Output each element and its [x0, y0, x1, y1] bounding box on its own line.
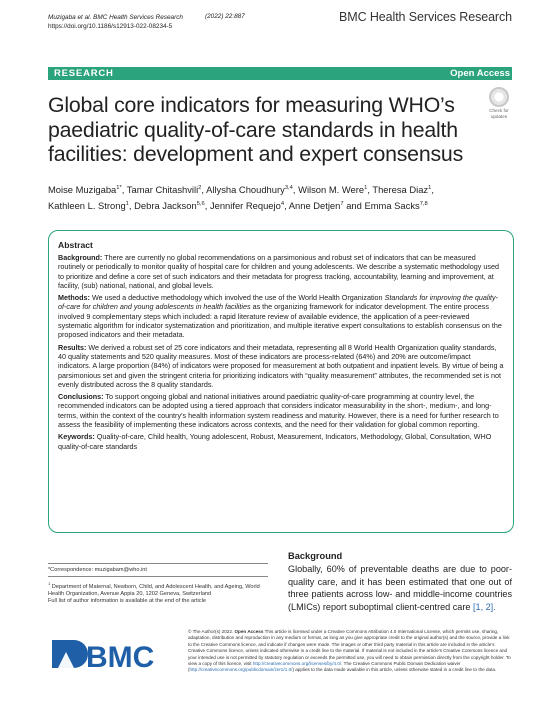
bmc-logo-text: BMC	[86, 641, 155, 674]
check-updates-icon	[489, 87, 509, 107]
author-affiliation[interactable]: 1	[125, 201, 129, 208]
journal-brand[interactable]: BMC Health Services Research	[339, 10, 512, 24]
public-domain-link[interactable]: http://creativecommons.org/publicdomain/zero/1.0/	[189, 667, 293, 673]
author-affiliation[interactable]: 3,4	[284, 185, 293, 191]
author-name: Allysha Choudhury	[206, 184, 285, 196]
abstract-box	[48, 230, 514, 533]
author-affiliation[interactable]: 7	[340, 201, 344, 208]
abstract-keywords: Keywords: Quality-of-care, Child health, Young adolescent, Robust, Measurement, Indicators, Methodology, Global, Consultation, WHO quality-of-care standards	[58, 432, 492, 451]
author-affiliation[interactable]: 1*	[116, 185, 122, 191]
author-name: Kathleen L. Strong	[48, 200, 126, 212]
correspondence-note[interactable]: *Correspondence: muzigabam@who.int	[48, 563, 268, 574]
author-name: Debra Jackson	[134, 200, 197, 212]
author-affiliation[interactable]: 4	[280, 201, 285, 208]
abstract-methods: Methods: We used a deductive methodology which involved the use of the World Health Organization Standards for improving the quality-of-care for children and young adolescents in health facilities as the organizing framework for indicator development. The entire process involved 9 complementary steps which included: a rapid literature review of available evidence, the application of a peer-reviewed systematic algorithm for indicator systematization and prioritization, and multiple iterative expert consultations to establish consensus on the proposed indicators and their metadata.	[58, 293, 502, 340]
section-heading-background: Background	[288, 551, 343, 561]
open-access-label: Open Access	[450, 68, 510, 79]
author-affiliation[interactable]: 1	[428, 185, 432, 191]
author-affiliation[interactable]: 5,6	[196, 201, 205, 208]
abstract-results: Results: We derived a robust set of 25 core indicators and their metadata, representing all 8 World Health Organization quality standards, 40 quality statements and 520 quality measures. Most of these indicators are process-related (64%) and 20% are outcome/impact indicators. A large proportion (84%) of indicators were proposed for measurement at both outpatient and inpatient levels. By virtue of being a parsimonious set and given the stringent criteria for prioritizing indicators with “quality measurement” attributes, the recommended set is not evenly distributed across the 8 quality standards.	[58, 342, 504, 389]
reference-link[interactable]: [1, 2].	[472, 602, 496, 613]
licence-footer: © The Author(s) 2022. Open Access This article is licensed under a Creative Commons Attribution 4.0 International License, which permits use, sharing, adaptation, distribution and reproduction in any medium or format, as long as you give appropriate credit to the original author(s) and the source, provide a link to the Creative Commons licence, and indicate if changes were made. The images or other third party material in this article are included in the article’s Creative Commons licence, unless indicated otherwise in a credit line to the material. If material is not included in the article’s Creative Commons licence and your intended use is not permitted by statutory regulation or exceeds the permitted use, you will need to obtain permission directly from the copyright holder. To view a copy of this licence, visit http://creativecommons.org/licenses/by/4.0/. The Creative Commons Public Domain Dedication waiver (http://creativecommons.org/publicdomain/zero/1.0/) applies to the data made available in this article, unless otherwise stated in a credit line to the data.	[188, 629, 511, 673]
affiliation-note: $^1$ Department of Maternal, Newborn, Child, and Adolescent Health, and Ageing, World Health Organization, Avenue Appia 20, 1202 Geneva, Switzerland Full list of author information is available at the end of the article	[48, 576, 268, 605]
article-type-label: RESEARCH	[54, 68, 114, 79]
doi-link[interactable]: https://doi.org/10.1186/s12913-022-08234-5	[48, 23, 173, 30]
licence-link[interactable]: http://creativecommons.org/licenses/by/4.0/	[252, 661, 342, 667]
author-name: Tamar Chitashvili	[126, 184, 199, 196]
abstract-heading: Abstract	[58, 240, 93, 250]
author-affiliation[interactable]: 2	[198, 185, 202, 191]
abstract-conclusions: Conclusions: To support ongoing global and national initiatives around paediatric quality-of-care programming at country level, the recommended indicators can be adopted using a tiered approach that considers indicator measurability in the short-, medium-, and long-terms, within the context of the country’s health information system readiness and maturity. However, there is a need for further research to assess the feasibility of implementing these indicators across contexts, and the need for their validation for global common reporting.	[58, 392, 499, 430]
journal-citation: Muzigaba et al. BMC Health Services Research	[48, 14, 183, 21]
author-name: Jennifer Requejo	[209, 200, 281, 212]
check-updates-line2: updates	[490, 114, 508, 119]
author-name: Moise Muzigaba	[48, 184, 117, 196]
author-affiliation[interactable]: 1	[364, 185, 368, 191]
bmc-logo-mark	[52, 640, 88, 672]
article-title: Global core indicators for measuring WHO’s paediatric quality-of-care standards in health facilities: development and expert consensus	[48, 93, 464, 166]
author-list: Moise Muzigaba$^{1*}$, Tamar Chitashvili$^2$, Allysha Choudhury$^{3,4}$, Wilson M. Were$^1$, Theresa Diaz$^1$, Kathleen L. Strong$^1$, Debra Jackson$^{5,6}$, Jennifer Requejo$^4$, Anne Detjen$^7$ and Emma Sacks$^{7,8}$	[48, 184, 434, 212]
check-for-updates-badge[interactable]	[486, 87, 512, 119]
bmc-logo	[48, 634, 168, 678]
background-paragraph: Globally, 60% of preventable deaths are due to poor-quality care, and it has been estimated that one out of three patients across low- and middle-income countries (LMICs) report suboptimal client-centred care [1, 2].	[288, 564, 512, 613]
author-name: Wilson M. Were	[298, 184, 365, 196]
author-name: Emma Sacks	[364, 200, 420, 212]
citation-date: (2022) 22:887	[205, 13, 245, 20]
article-type-band	[48, 67, 512, 80]
author-affiliation[interactable]: 7,8	[419, 201, 428, 208]
author-info-note: Full list of author information is available at the end of the article	[48, 597, 206, 604]
check-updates-line1: Check for	[489, 108, 509, 113]
author-name: Anne Detjen	[288, 200, 341, 212]
running-header	[48, 13, 183, 31]
author-name: Theresa Diaz	[372, 184, 429, 196]
abstract-background: Background: There are currently no global recommendations on a parsimonious and robust set of indicators that can be measured routinely or periodically to monitor quality of hospital care for children and young adolescents. We describe a systematic methodology used to prioritize and define a core set of such indicators and their metadata for progress tracking, accountability, learning and improvement, at facility, (sub) national, national, and global levels.	[58, 253, 499, 290]
